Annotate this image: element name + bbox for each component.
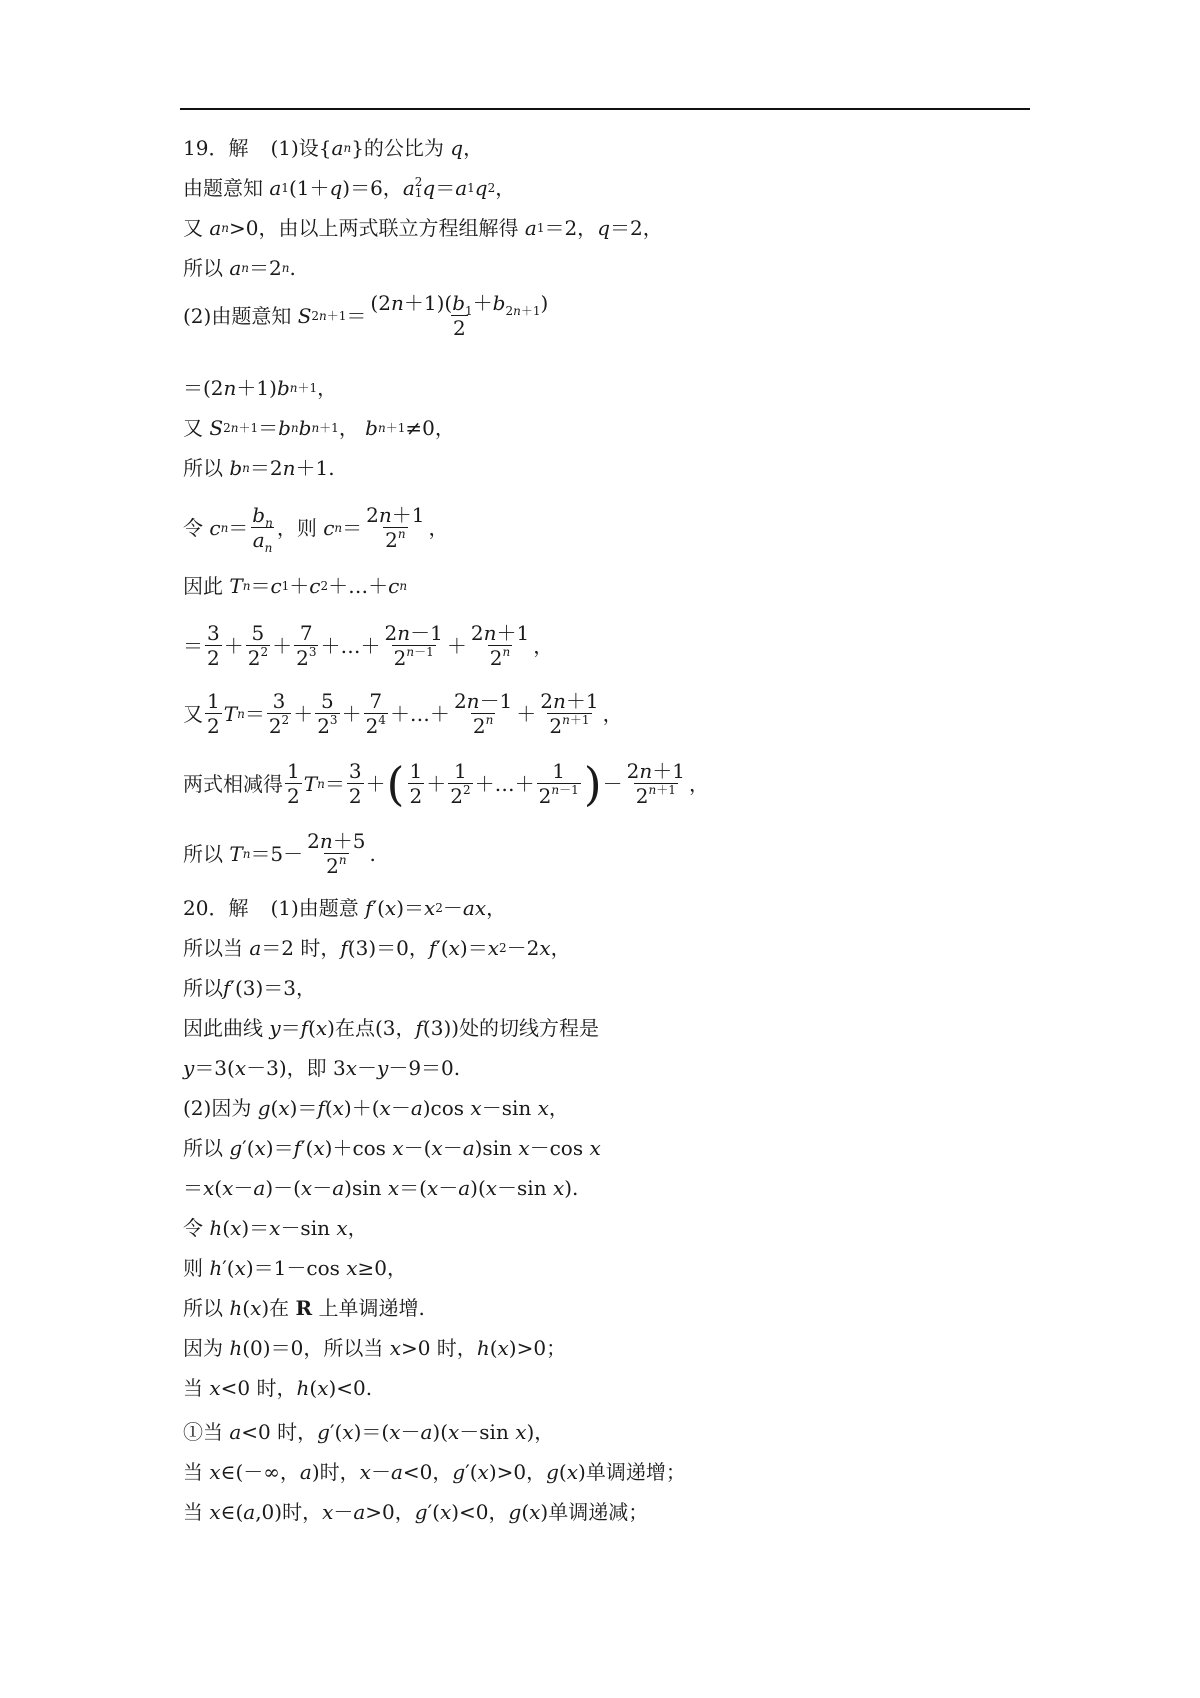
q20-line-1: 20．解 (1)由题意 f ′( x )＝ x 2 － ax ，	[183, 896, 507, 920]
q20-line-6: (2)因为 g ( x )＝ f ( x )＋( x － a )cos x －sin x ，	[183, 1096, 569, 1120]
q19-title: 19．解	[183, 136, 249, 160]
header-rule	[180, 108, 1030, 110]
q20-line-14: ①当 a <0 时， g ′( x )＝( x － a )( x －sin x )，	[183, 1420, 555, 1444]
q20-line-2: 所以当 a ＝2 时， f (3)＝0， f ′( x )＝ x 2 －2 x ，	[183, 936, 571, 960]
q20-line-11: 所以 h ( x ) 在 R 上单调递增.	[183, 1296, 425, 1320]
q19-line-3: 又 a n >0，由以上两式联立方程组解得 a 1 ＝2， q ＝2，	[183, 216, 663, 240]
q20-line-10: 则 h ′( x )＝1－cos x ≥0，	[183, 1256, 408, 1280]
q19-line-12: 又 $\frac{1}{2}$ T n ＝ $\frac{3}{2^2}$ ＋ $\frac{5}{2^3}$ ＋ $\frac{7}{2^4}$ ＋…＋ $\frac{2n-1}{2^n}$ ＋ $\frac{2n+1}{2^{n+1}}$ ，	[183, 689, 623, 738]
q19-line-11: ＝ $\frac{3}{2}$ ＋ $\frac{5}{2^2}$ ＋ $\frac{7}{2^3}$ ＋…＋ $\frac{2n-1}{2^{n-1}}$ ＋ $\frac{2n+1}{2^n}$ ，	[183, 621, 554, 670]
q20-line-15: 当 x ∈(－∞， a )时， x － a <0， g ′( x )>0， g ( x ) 单调递增；	[183, 1460, 686, 1484]
q19-line-9: 令 c n ＝ $\frac{b_n}{a_n}$ ，则 c n ＝ $\frac{2n+1}{2^n}$ ，	[183, 503, 449, 555]
q20-line-3: 所以 f ′(3)＝3，	[183, 976, 317, 1000]
q20-line-5: y ＝3( x －3)，即 3 x － y －9＝0.	[183, 1056, 461, 1080]
q19-line-8: 所以 b n ＝2 n ＋1.	[183, 456, 335, 480]
q19-line-6: ＝(2 n ＋1) b n＋1 ，	[183, 376, 338, 400]
q20-line-13: 当 x <0 时， h ( x )<0.	[183, 1376, 373, 1400]
q19-line-7: 又 S 2n＋1 ＝ b n b n＋1 ， b n＋1 ≠0，	[183, 416, 455, 440]
q20-line-7: 所以 g ′( x )＝ f ′( x )＋cos x －( x － a )sin x －cos x	[183, 1136, 601, 1160]
q20-line-8: ＝ x ( x － a )－( x － a )sin x ＝( x － a )( x －sin x ).	[183, 1176, 579, 1200]
q19-line-14: 所以 T n ＝5－ $\frac{2n+5}{2^n}$ .	[183, 829, 376, 878]
q20-line-4: 因此曲线 y ＝ f ( x ) 在点(3， f (3)) 处的切线方程是	[183, 1016, 600, 1040]
q20-title: 20．解	[183, 896, 249, 920]
q19-line-4: 所以 a n ＝2 n .	[183, 256, 296, 280]
q20-line-12: 因为 h (0) ＝0，所以当 x >0 时， h ( x )>0；	[183, 1336, 567, 1360]
q19-line-10: 因此 T n ＝ c 1 ＋ c 2 ＋…＋ c n	[183, 574, 408, 598]
q19-line-13: 两式相减得 $\frac{1}{2}$ T n ＝ $\frac{3}{2}$ ＋ ( $\frac{1}{2}$ ＋ $\frac{1}{2^2}$ ＋…＋ $\frac{1}{2^{n-1}}$ ) － $\frac{2n+1}{2^{n+1}}$ ，	[183, 756, 710, 811]
q19-line-5: (2)由题意知 S 2n＋1 ＝ $\frac{(2n+1)(b_1+b_{2n+1})}{2}$	[183, 291, 549, 340]
q19-line-2: 由题意知 a 1 (1＋ q )＝6， a 2 1 q ＝ a 1 q 2 ，	[183, 175, 516, 200]
q20-line-16: 当 x ∈( a ,0)时， x － a >0， g ′( x )<0， g ( x ) 单调递减；	[183, 1500, 649, 1524]
q20-line-9: 令 h ( x )＝ x －sin x ，	[183, 1216, 368, 1240]
q19-line-1: 19．解 (1)设{ a n }的公比为 q ，	[183, 136, 484, 160]
